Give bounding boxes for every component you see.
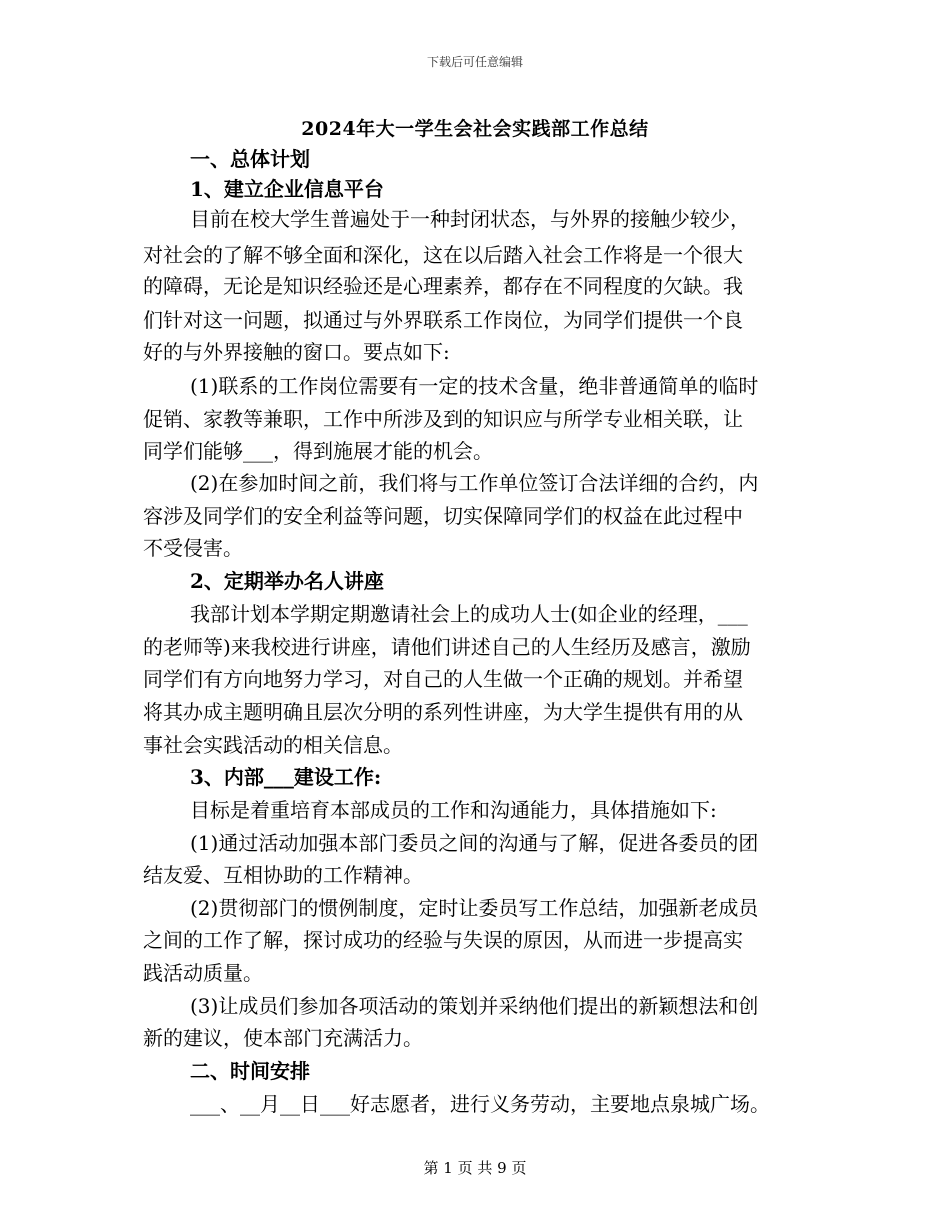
paragraph-line: 好的与外界接触的窗口。要点如下: [143,340,450,364]
paragraph-line: ___、__月__日___好志愿者，进行义务劳动，主要地点泉城广场。 [190,1092,770,1116]
paragraph-line: (2)贯彻部门的惯例制度，定时让委员写工作总结，加强新老成员 [190,896,759,920]
paragraph-line: 我部计划本学期定期邀请社会上的成功人士(如企业的经理，___ [190,602,748,626]
subsection-heading: 1、建立企业信息平台 [190,177,384,201]
page-footer: 第 1 页 共 9 页 [423,1159,527,1177]
paragraph-line: 事社会实践活动的相关信息。 [143,733,403,757]
paragraph-line: 促销、家教等兼职，工作中所涉及到的知识应与所学专业相关联，让 [143,407,743,431]
paragraph-line: 的老师等)来我校进行讲座，请他们讲述自己的人生经历及感言，激励 [143,635,751,659]
section-heading: 二、时间安排 [190,1059,310,1083]
paragraph-line: 同学们有方向地努力学习，对自己的人生做一个正确的规划。并希望 [143,667,743,691]
paragraph-line: 容涉及同学们的安全利益等问题，切实保障同学们的权益在此过程中 [143,504,743,528]
paragraph-line: (1)通过活动加强本部门委员之间的沟通与了解，促进各委员的团 [190,831,759,855]
paragraph-line: 对社会的了解不够全面和深化，这在以后踏入社会工作将是一个很大 [143,243,743,267]
document-title: 2024年大一学生会社会实践部工作总结 [301,118,649,140]
paragraph-line: 之间的工作了解，探讨成功的经验与失误的原因，从而进一步提高实 [143,928,743,952]
header-note: 下载后可任意编辑 [426,55,523,69]
subsection-heading: 3、内部___建设工作: [190,765,382,789]
paragraph-line: 目前在校大学生普遍处于一种封闭状态，与外界的接触少较少， [190,207,750,231]
paragraph-line: 践活动质量。 [143,961,263,985]
paragraph-line: (1)联系的工作岗位需要有一定的技术含量，绝非普通简单的临时 [190,374,759,398]
paragraph-line: 们针对这一问题，拟通过与外界联系工作岗位，为同学们提供一个良 [143,308,743,332]
section-heading: 一、总体计划 [190,147,310,171]
paragraph-line: 目标是着重培育本部成员的工作和沟通能力，具体措施如下: [190,798,717,822]
paragraph-line: 的障碍，无论是知识经验还是心理素养，都存在不同程度的欠缺。我 [143,274,743,298]
paragraph-line: 同学们能够___，得到施展才能的机会。 [143,439,493,463]
paragraph-line: 新的建议，使本部门充满活力。 [143,1026,423,1050]
paragraph-line: 结友爱、互相协助的工作精神。 [143,863,423,887]
paragraph-line: 不受侵害。 [143,536,243,560]
paragraph-line: (2)在参加时间之前，我们将与工作单位签订合法详细的合约，内 [190,471,759,495]
subsection-heading: 2、定期举办名人讲座 [190,569,384,593]
paragraph-line: (3)让成员们参加各项活动的策划并采纳他们提出的新颖想法和创 [190,994,759,1018]
paragraph-line: 将其办成主题明确且层次分明的系列性讲座，为大学生提供有用的从 [143,700,743,724]
